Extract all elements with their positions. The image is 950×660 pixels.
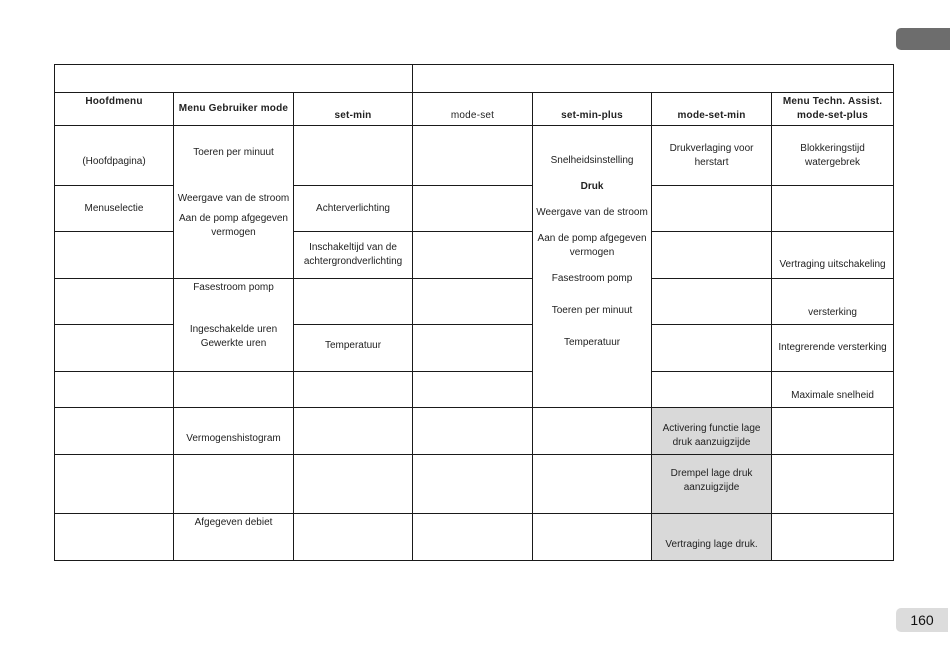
table-cell	[294, 279, 413, 325]
table-cell	[413, 325, 533, 372]
cell-maximale-snelheid: Maximale snelheid	[772, 372, 894, 408]
cell-vertraging-uitschakeling: Vertraging uitschakeling	[772, 232, 894, 279]
cell-integrerende-versterking: Integrerende versterking	[772, 325, 894, 372]
group-header-left	[55, 65, 413, 93]
page-number: 160	[896, 608, 948, 632]
table-cell	[55, 232, 174, 279]
table-cell	[772, 186, 894, 232]
table-cell	[413, 126, 533, 186]
table-cell	[55, 279, 174, 325]
table-cell	[413, 372, 533, 408]
item-toeren: Toeren per minuut	[551, 305, 633, 316]
header-mode-set-min: mode-set-min	[652, 93, 772, 126]
table-cell	[174, 455, 294, 514]
table-cell	[174, 372, 294, 408]
cell-blokkering: Blokkeringstijd watergebrek	[772, 126, 894, 186]
table-cell	[772, 514, 894, 561]
cell-gebruiker-group-1	[174, 126, 294, 279]
item-vermogen: Aan de pomp afgegeven vermogen	[537, 233, 647, 258]
item-fasestroom: Fasestroom pomp	[193, 282, 274, 293]
table-cell	[413, 408, 533, 455]
item-snelheid: Snelheidsinstelling	[550, 155, 634, 166]
cell-hoofdpagina: (Hoofdpagina)	[55, 126, 174, 186]
cell-vertraging-lage-druk: Vertraging lage druk.	[652, 514, 772, 561]
header-techn-assist: Menu Techn. Assist. mode-set-plus	[772, 93, 894, 126]
table-row	[55, 514, 894, 561]
item-weergave: Weergave van de stroom	[177, 193, 290, 204]
table-cell	[413, 279, 533, 325]
item-druk: Druk	[580, 181, 604, 192]
table-row	[55, 279, 894, 325]
table-cell	[294, 372, 413, 408]
table-cell	[55, 408, 174, 455]
table-cell	[294, 408, 413, 455]
header-mode-set: mode-set	[413, 93, 533, 126]
table-cell	[533, 514, 652, 561]
cell-drempel-lage-druk: Drempel lage druk aanzuigzijde	[652, 455, 772, 514]
table-row	[55, 408, 894, 455]
table-cell	[294, 455, 413, 514]
table-cell	[413, 514, 533, 561]
cell-activering-lage-druk: Activering functie lage druk aanzuigzijde	[652, 408, 772, 455]
table-row	[55, 126, 894, 186]
group-header-row	[55, 65, 894, 93]
header-hoofdmenu: Hoofdmenu	[55, 93, 174, 126]
table-cell	[55, 514, 174, 561]
table-cell	[55, 325, 174, 372]
table-cell	[772, 408, 894, 455]
item-toeren: Toeren per minuut	[193, 147, 274, 158]
item-fasestroom: Fasestroom pomp	[551, 273, 633, 284]
table-cell	[652, 279, 772, 325]
table-cell	[533, 408, 652, 455]
cell-versterking: versterking	[772, 279, 894, 325]
table-cell	[55, 455, 174, 514]
item-vermogen: Aan de pomp afgegeven vermogen	[179, 213, 288, 238]
table-cell	[413, 455, 533, 514]
table-cell	[652, 372, 772, 408]
group-header-right	[413, 65, 894, 93]
section-tab	[896, 28, 950, 50]
header-set-min: set-min	[294, 93, 413, 126]
item-temperatuur: Temperatuur	[563, 337, 621, 348]
cell-afgegeven-debiet: Afgegeven debiet	[174, 514, 294, 561]
table-cell	[55, 372, 174, 408]
cell-gebruiker-group-2	[174, 279, 294, 372]
item-weergave: Weergave van de stroom	[536, 207, 648, 218]
table-cell	[533, 455, 652, 514]
menu-structure-table	[54, 64, 894, 561]
cell-set-min-plus-list	[533, 126, 652, 408]
table-row	[55, 455, 894, 514]
table-cell	[413, 232, 533, 279]
column-header-row	[55, 93, 894, 126]
cell-menuselectie: Menuselectie	[55, 186, 174, 232]
item-uren: Ingeschakelde uren Gewerkte uren	[189, 324, 278, 349]
table-cell	[294, 126, 413, 186]
table-cell	[772, 455, 894, 514]
table-cell	[413, 186, 533, 232]
table-cell	[652, 232, 772, 279]
cell-drukverlaging: Drukverlaging voor herstart	[652, 126, 772, 186]
cell-temperatuur: Temperatuur	[294, 325, 413, 372]
cell-inschakeltijd: Inschakeltijd van de achtergrondverlichting	[294, 232, 413, 279]
table-cell	[294, 514, 413, 561]
header-set-min-plus: set-min-plus	[533, 93, 652, 126]
cell-vermogenshistogram: Vermogenshistogram	[174, 408, 294, 455]
cell-achterverlichting: Achterverlichting	[294, 186, 413, 232]
table-row	[55, 372, 894, 408]
table-cell	[652, 325, 772, 372]
header-gebruiker: Menu Gebruiker mode	[174, 93, 294, 126]
table-cell	[652, 186, 772, 232]
